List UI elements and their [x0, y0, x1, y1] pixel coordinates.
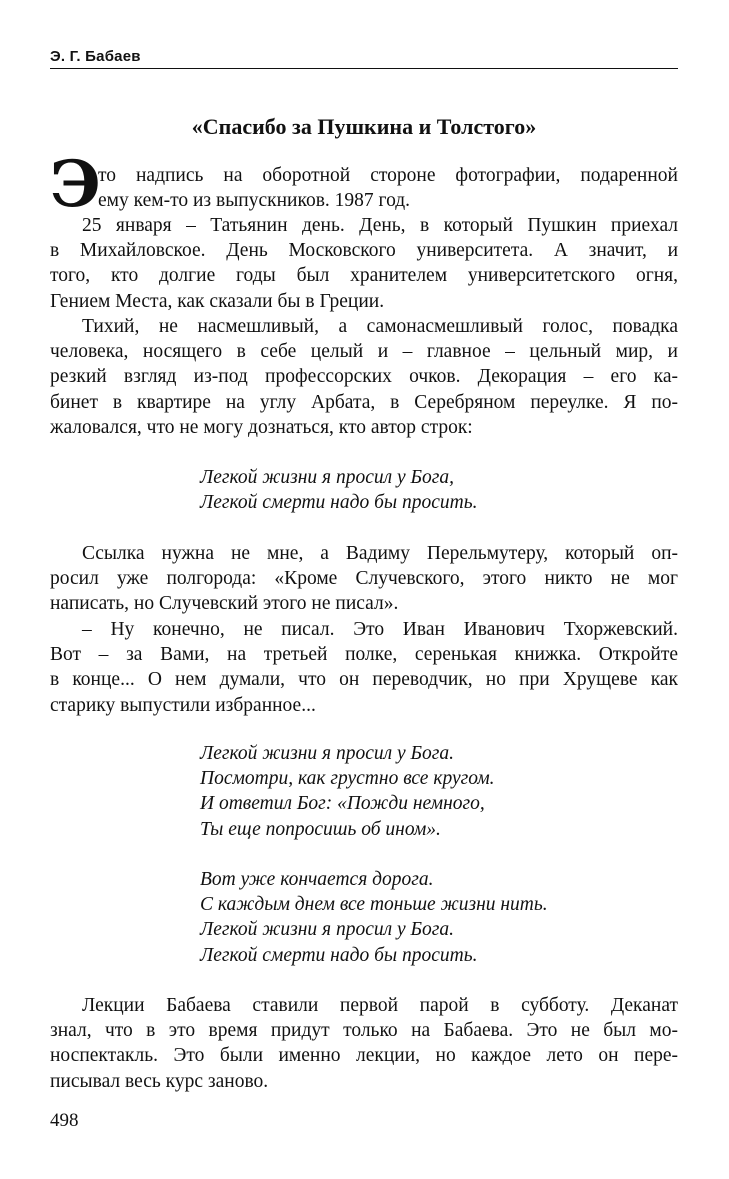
verse-line: И ответил Бог: «Пожди немного, — [200, 793, 485, 815]
verse-line: Ты еще попросишь об ином». — [200, 818, 441, 840]
paragraph-6 — [50, 993, 678, 1094]
verse-line: Легкой смерти надо бы просить. — [200, 492, 478, 514]
text-line: Лекции Бабаева ставили первой парой в субботу. Деканат — [82, 995, 678, 1016]
text-line: написать, но Случевский этого не писал». — [50, 593, 399, 615]
text-line: 25 января – Татьянин день. День, в который Пушкин приехал — [82, 215, 678, 236]
text-line: Ссылка нужна не мне, а Вадиму Перельмутеру, который оп- — [82, 543, 678, 564]
text-line: Вот – за Вами, на третьей полке, серенькая книжка. Откройте — [50, 644, 678, 666]
verse-2-stanza-2 — [200, 867, 548, 968]
verse-line: Легкой жизни я просил у Бога. — [200, 743, 455, 764]
text-line: писывал весь курс заново. — [50, 1070, 269, 1092]
paragraph-5 — [50, 617, 678, 718]
verse-2-stanza-1 — [200, 741, 495, 842]
running-head — [50, 48, 678, 69]
text-line: резкий взгляд из-под профессорских очков. Декорация – его ка- — [50, 366, 678, 388]
text-line: бинет в квартире на углу Арбата, в Серебряном переулке. Я по- — [50, 391, 678, 413]
text-line: носпектакль. Это были именно лекции, но каждое лето он пере- — [50, 1045, 678, 1067]
paragraph-3 — [50, 314, 678, 440]
text-line: в конце... О нем думали, что он переводчик, но при Хрущеве как — [50, 669, 678, 691]
paragraph-1 — [98, 163, 678, 213]
text-line: в Михайловское. День Московского университета. А значит, и — [50, 240, 678, 262]
text-line: ему кем-то из выпускников. 1987 год. — [98, 190, 411, 212]
verse-line: Легкой жизни я просил у Бога, — [200, 467, 455, 488]
page-number: 498 — [50, 1110, 79, 1131]
text-line: знал, что в это время придут только на Бабаева. Это не был мо- — [50, 1020, 678, 1042]
verse-1 — [200, 465, 477, 515]
paragraph-4 — [50, 541, 678, 617]
text-line: то надпись на оборотной стороне фотографии, подаренной — [98, 165, 678, 186]
text-line: того, кто долгие годы был хранителем университетского огня, — [50, 265, 678, 287]
text-line: росил уже полгорода: «Кроме Случевского, этого никто не мог — [50, 568, 678, 590]
text-line: Гением Места, как сказали бы в Греции. — [50, 290, 385, 312]
text-line: – Ну конечно, не писал. Это Иван Иванович Тхоржевский. — [82, 619, 678, 640]
text-line: Тихий, не насмешливый, а самонасмешливый голос, повадка — [82, 316, 678, 337]
article-title: «Спасибо за Пушкина и Толстого» — [191, 114, 537, 139]
paragraph-2 — [50, 213, 678, 314]
text-line: старику выпустили избранное... — [50, 694, 316, 716]
verse-line: Легкой смерти надо бы просить. — [200, 944, 478, 966]
running-head-author: Э. Г. Бабаев — [50, 48, 141, 65]
verse-line: Посмотри, как грустно все кругом. — [200, 768, 495, 790]
verse-line: Вот уже кончается дорога. — [200, 869, 434, 890]
drop-cap: Э — [50, 147, 101, 222]
verse-line: С каждым днем все тоньше жизни нить. — [200, 894, 548, 916]
text-line: жаловался, что не могу дознаться, кто автор строк: — [50, 416, 473, 438]
text-line: человека, носящего в себе целый и – главное – цельный мир, и — [50, 341, 678, 363]
verse-line: Легкой жизни я просил у Бога. — [200, 919, 455, 941]
